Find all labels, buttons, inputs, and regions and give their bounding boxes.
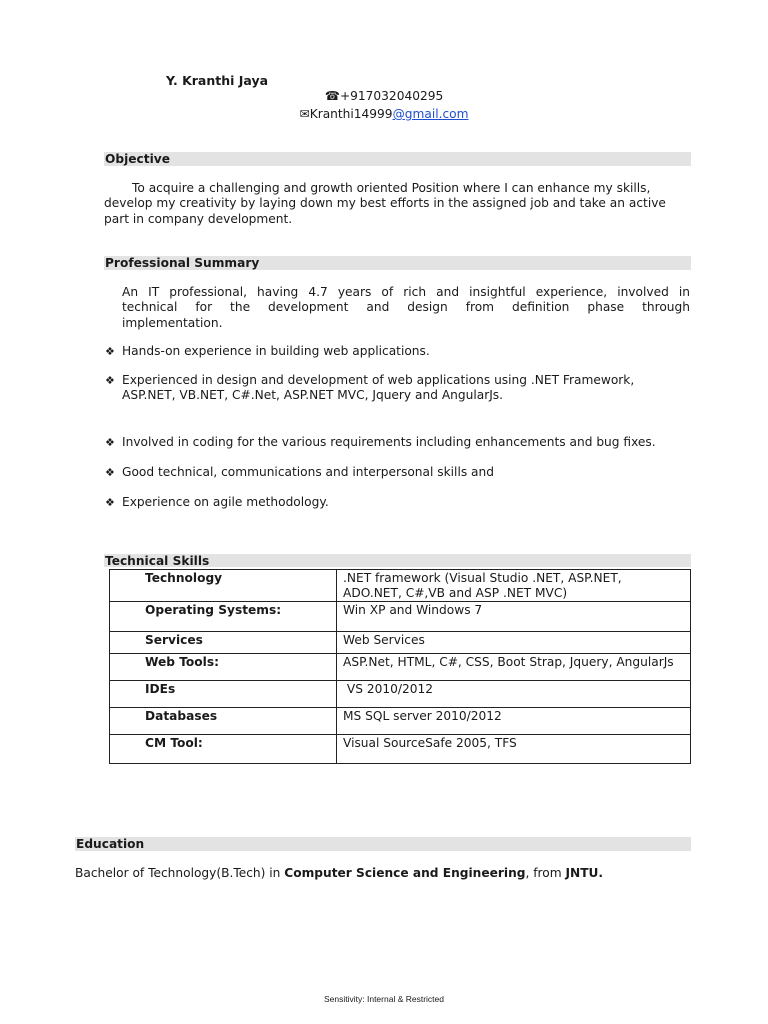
- email-link[interactable]: @gmail.com: [392, 107, 469, 121]
- email-user: Kranthi14999: [309, 107, 393, 121]
- bullet-text: Experience on agile methodology.: [122, 495, 329, 509]
- education-text: [75, 866, 695, 880]
- table-row: [110, 681, 691, 708]
- skill-key: IDEs: [110, 681, 337, 708]
- list-item: [105, 373, 695, 404]
- telephone-icon: ☎: [324, 89, 340, 103]
- bullet-text: ASP.NET, VB.NET, C#.Net, ASP.NET MVC, Jquery and AngularJs.: [122, 388, 504, 403]
- diamond-bullet-icon: ❖: [105, 374, 115, 387]
- summary-intro-line-3: implementation.: [122, 315, 223, 330]
- skill-value-line: ADO.NET, C#,VB and ASP .NET MVC): [343, 586, 568, 600]
- objective-line-1: To acquire a challenging and growth oriented Position where I can enhance my skills,: [132, 181, 651, 195]
- skill-key: Services: [110, 632, 337, 654]
- table-row: [110, 632, 691, 654]
- skill-value: Visual SourceSafe 2005, TFS: [337, 735, 691, 764]
- skill-value: ASP.Net, HTML, C#, CSS, Boot Strap, Jquery, AngularJs: [337, 654, 691, 681]
- skill-key: Operating Systems:: [110, 602, 337, 632]
- table-row: [110, 602, 691, 632]
- skill-value-line: .NET framework (Visual Studio .NET, ASP.NET,: [343, 571, 622, 585]
- table-row: [110, 708, 691, 735]
- bullet-text: Hands-on experience in building web applications.: [122, 344, 430, 358]
- skill-key: CM Tool:: [110, 735, 337, 764]
- candidate-name: Y. Kranthi Jaya: [166, 73, 269, 88]
- education-heading: Education: [75, 837, 691, 851]
- phone-number: +917032040295: [339, 89, 444, 103]
- education-suffix: .: [598, 866, 604, 880]
- skill-key: Web Tools:: [110, 654, 337, 681]
- envelope-icon: ✉: [299, 107, 310, 121]
- skill-value: Win XP and Windows 7: [337, 602, 691, 632]
- objective-heading: Objective: [104, 152, 691, 166]
- education-degree: Bachelor of Technology(B.Tech) in: [75, 866, 285, 880]
- skill-value: Web Services: [337, 632, 691, 654]
- skill-value: VS 2010/2012: [337, 681, 691, 708]
- list-item: [105, 435, 695, 450]
- bullet-text: Good technical, communications and interpersonal skills and: [122, 465, 494, 479]
- email-line: [0, 107, 768, 121]
- list-item: [105, 495, 695, 510]
- table-row: [110, 654, 691, 681]
- bullet-text: Experienced in design and development of web applications using .NET Framework,: [122, 373, 635, 387]
- education-university: JNTU: [565, 866, 599, 880]
- summary-intro: [122, 285, 690, 331]
- list-item: [105, 465, 695, 480]
- skills-heading: Technical Skills: [104, 554, 691, 567]
- objective-text: [104, 181, 702, 227]
- summary-heading: Professional Summary: [104, 256, 691, 270]
- education-field: Computer Science and Engineering: [284, 866, 526, 880]
- diamond-bullet-icon: ❖: [105, 496, 115, 509]
- skill-value: [337, 570, 691, 602]
- diamond-bullet-icon: ❖: [105, 345, 115, 358]
- summary-intro-line-1: An IT professional, having 4.7 years of rich and insightful experience, involved in: [122, 285, 690, 299]
- objective-line-2: develop my creativity by laying down my best efforts in the assigned job and take an active: [104, 196, 666, 211]
- diamond-bullet-icon: ❖: [105, 466, 115, 479]
- table-row: [110, 735, 691, 764]
- objective-line-3: part in company development.: [104, 211, 293, 226]
- sensitivity-footer: Sensitivity: Internal & Restricted: [324, 994, 444, 1004]
- diamond-bullet-icon: ❖: [105, 436, 115, 449]
- list-item: [105, 344, 695, 359]
- skill-key: Databases: [110, 708, 337, 735]
- education-separator: , from: [525, 866, 566, 880]
- bullet-text: Involved in coding for the various requirements including enhancements and bug fixes.: [122, 435, 656, 449]
- phone-line: [0, 89, 768, 103]
- skill-value: MS SQL server 2010/2012: [337, 708, 691, 735]
- skill-key: Technology: [110, 570, 337, 602]
- table-row: [110, 570, 691, 602]
- skills-table: [109, 569, 691, 764]
- summary-intro-line-2: technical for the development and design from definition phase through: [122, 300, 690, 315]
